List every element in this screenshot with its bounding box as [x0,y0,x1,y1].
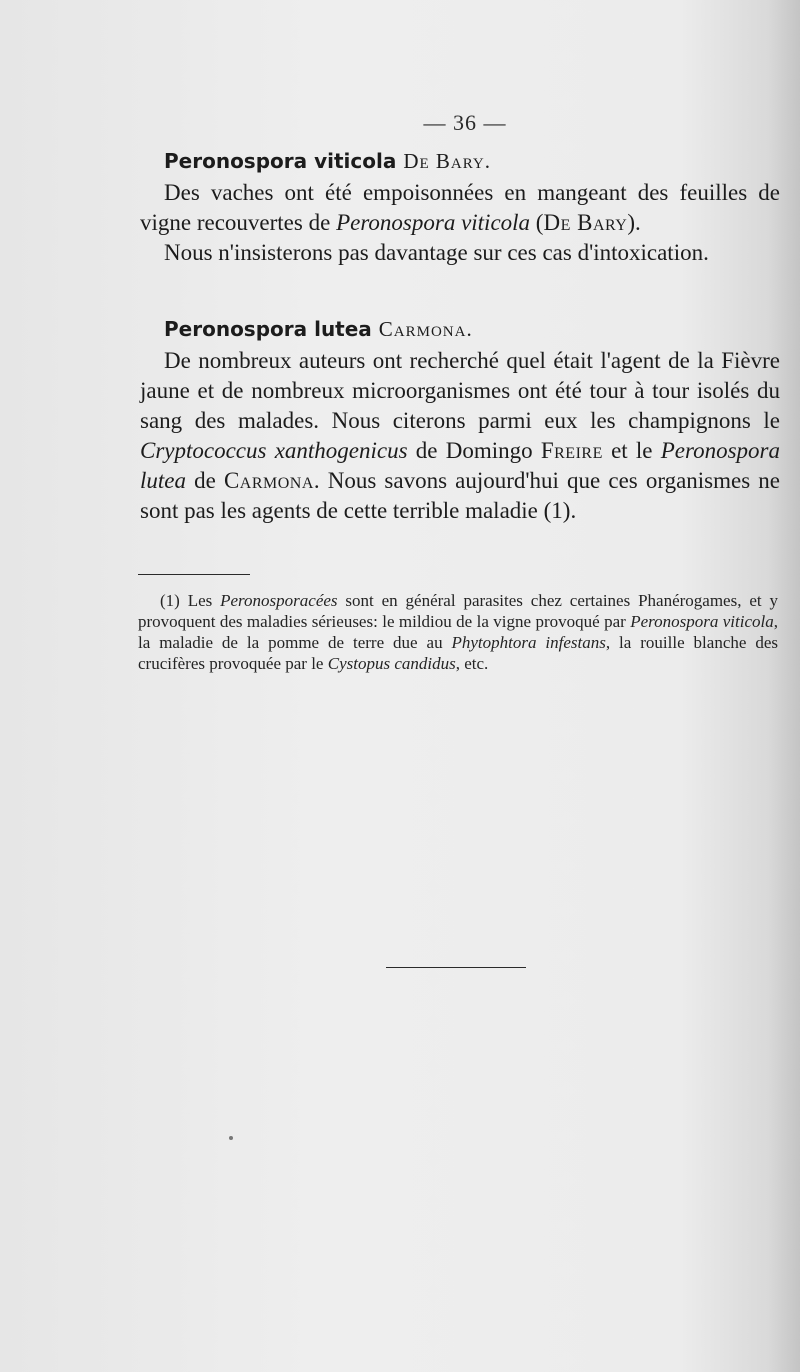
end-rule [386,967,526,968]
text-run: ( [530,210,544,235]
italic-taxon: Peronosporacées [220,591,338,610]
section-heading-title: Peronospora viticola [164,149,397,173]
text-run: Des vaches ont été empoisonnées en mangeant des feuilles de vigne recouvertes de [140,180,780,235]
text-run: De nombreux auteurs ont recherché quel était l'agent de la Fièvre jaune et de nombreux microorganismes ont été tour à tour isolés du sang des malades. Nous citerons parmi eux les champignons le [140,348,780,433]
section-peronospora-viticola [140,146,780,268]
page-number: — 36 — [423,110,507,135]
text-run: sont en général parasites chez certaines Phanérogames, et y provoquent des maladies sérieuses: le mildiou de la vigne provoqué par [138,591,778,631]
italic-taxon: Peronospora viticola [630,612,774,631]
section-peronospora-lutea [140,314,780,526]
italic-taxon: Phytophtora infestans [451,633,606,652]
section-heading-title: Peronospora lutea [164,317,372,341]
text-run: (1) Les [160,591,221,610]
italic-taxon: Peronospora lutea [140,438,780,493]
footnote [138,590,778,674]
paragraph: Nous n'insisterons pas davantage sur ces cas d'intoxication. [164,240,709,265]
text-run: de [186,468,224,493]
author-name: Carmona [223,468,314,493]
text-run: , etc. [455,654,489,673]
section-heading [140,146,780,176]
paper-speck [229,1136,233,1140]
italic-taxon: Peronospora viticola [336,210,531,235]
footnote-text [138,590,778,674]
author-name: De Bary [543,210,628,235]
paragraph [140,178,780,238]
text-run: de Domingo [407,438,541,463]
section-heading [140,314,780,344]
italic-taxon: Cryptococcus xanthogenicus [140,438,408,463]
text-run: . Nous savons aujourd'hui que ces organismes ne sont pas les agents de cette terrible maladie (1). [140,468,780,523]
section-heading-author: Carmona. [378,317,473,341]
paragraph [140,346,780,526]
author-name: Freire [540,438,603,463]
text-run: ). [627,210,641,235]
text-run: et le [602,438,661,463]
italic-taxon: Cystopus candidus [327,654,456,673]
text-run: , la maladie de la pomme de terre due au [138,612,778,652]
section-heading-author: De Bary. [403,149,491,173]
footnote-separator [138,574,250,575]
text-run: , la rouille blanche des crucifères provoquée par le [138,633,778,673]
